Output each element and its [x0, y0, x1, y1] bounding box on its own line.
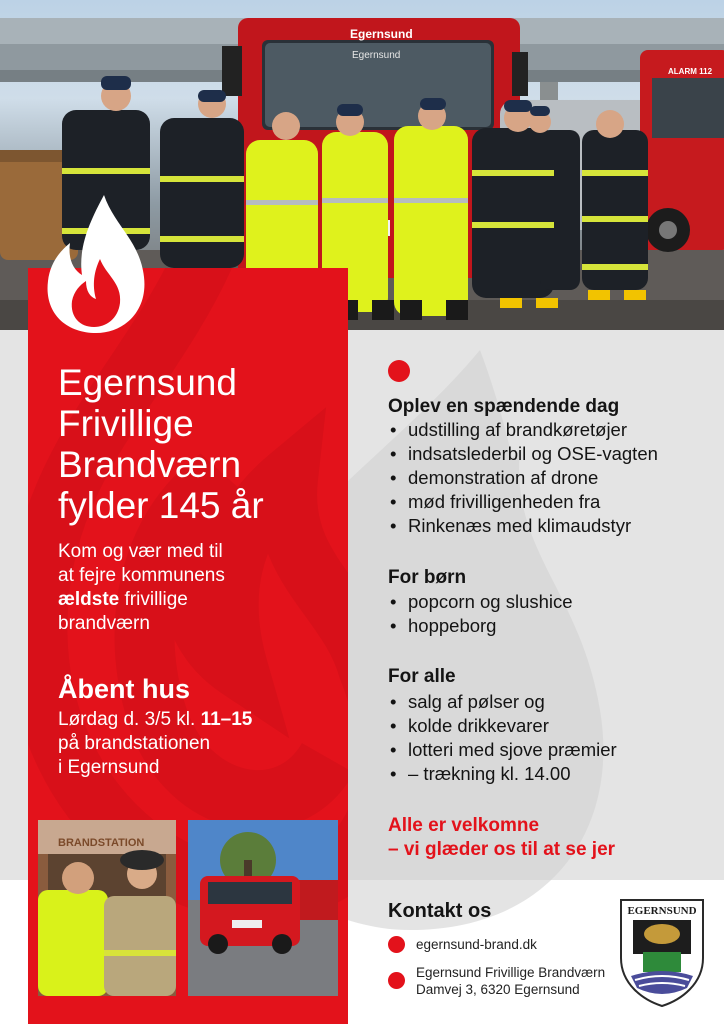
subtitle-rest: frivillige — [119, 589, 188, 610]
contact-heading: Kontakt os — [388, 900, 492, 922]
station-sign-text: BRANDSTATION — [58, 837, 145, 849]
contact-address — [416, 964, 605, 998]
subtitle — [58, 540, 338, 636]
page-title — [58, 362, 338, 526]
title-line-4: fylder 145 år — [58, 485, 264, 526]
section-experience-list — [388, 418, 718, 538]
list-item: • udstilling af brandkøretøjer — [388, 418, 718, 442]
list-item: • indsatslederbil og OSE-vagten — [388, 442, 718, 466]
subtitle-line-2: at fejre kommunens — [58, 565, 225, 586]
fire-vehicles-photo-illustration — [188, 820, 338, 996]
fire-station-photo-illustration — [38, 820, 176, 996]
contact-street: Damvej 3, 6320 Egernsund — [416, 982, 580, 997]
section-experience-heading: Oplev en spændende dag — [388, 396, 620, 417]
welcome-line-1: Alle er velkomne — [388, 815, 540, 836]
list-item: • lotteri med sjove præmier — [388, 738, 718, 762]
section-everyone-heading: For alle — [388, 666, 456, 687]
list-item-continuation: • Rinkenæs med klimaudstyr — [388, 514, 718, 538]
welcome-line-2: – vi glæder os til at se jer — [388, 839, 616, 860]
title-line-3: Brandværn — [58, 444, 242, 485]
list-item-continuation: • kolde drikkevarer — [388, 714, 718, 738]
subtitle-line-3 — [58, 588, 338, 612]
address-bullet-icon — [388, 972, 405, 989]
fire-vehicles-photo — [188, 820, 338, 996]
section-everyone-list — [388, 690, 718, 786]
list-item: • hoppeborg — [388, 614, 718, 638]
title-line-1: Egernsund — [58, 362, 237, 403]
red-dot-bullet — [388, 360, 410, 382]
alarm-text: ALARM 112 — [668, 67, 713, 76]
open-house-date — [58, 708, 338, 732]
truck-brand-text-2: Egernsund — [352, 50, 401, 61]
list-item: • salg af pølser og — [388, 690, 718, 714]
open-house-info — [58, 708, 338, 780]
truck-brand-text: Egernsund — [350, 27, 413, 41]
contact-org: Egernsund Frivillige Brandværn — [416, 965, 606, 980]
section-children-list — [388, 590, 718, 638]
flame-logo-icon — [44, 195, 148, 335]
crest-logo-icon — [617, 896, 707, 1008]
list-item: • mød frivilligenheden fra — [388, 490, 718, 514]
fire-station-photo — [38, 820, 176, 996]
open-house-time: 11–15 — [200, 709, 253, 730]
welcome-message — [388, 814, 708, 862]
open-house-heading: Åbent hus — [58, 674, 190, 704]
open-house-place-1: på brandstationen — [58, 733, 211, 754]
subtitle-line-4: brandværn — [58, 613, 150, 634]
open-house-date-prefix: Lørdag d. 3/5 kl. — [58, 709, 201, 730]
subtitle-line-1: Kom og vær med til — [58, 541, 223, 562]
title-line-2: Frivillige — [58, 403, 194, 444]
list-item-continuation: • – trækning kl. 14.00 — [388, 762, 718, 786]
website-bullet-icon — [388, 936, 405, 953]
subtitle-bold-word: ældste — [58, 589, 120, 610]
open-house-place-2: i Egernsund — [58, 757, 160, 778]
crest-name-text: EGERNSUND — [627, 905, 697, 917]
list-item: • popcorn og slushice — [388, 590, 718, 614]
section-children-heading: For børn — [388, 567, 467, 588]
list-item: • demonstration af drone — [388, 466, 718, 490]
website-link[interactable]: egernsund-brand.dk — [416, 937, 537, 952]
